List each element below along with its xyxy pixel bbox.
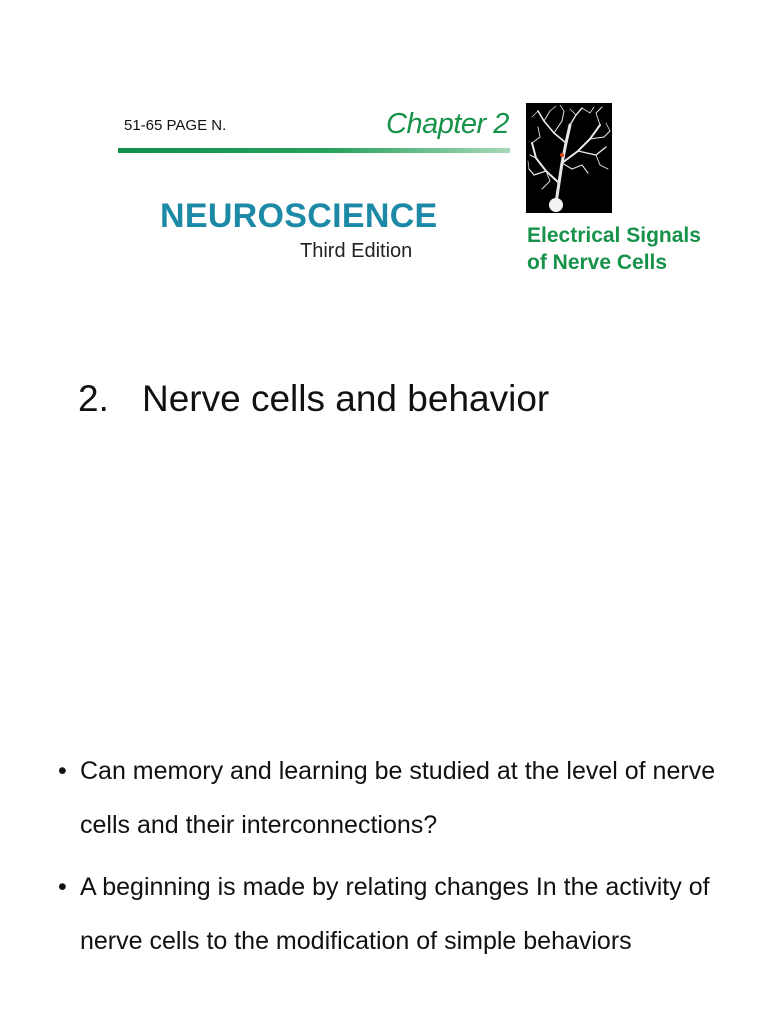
bullet-marker: • [58, 757, 67, 785]
chapter-subtitle-line-1: Electrical Signals [527, 224, 701, 247]
bullet-item [58, 860, 738, 968]
purkinje-neuron-illustration [526, 103, 612, 213]
page-ref: 51-65 PAGE N. [124, 117, 227, 134]
bullet-text: Can memory and learning be studied at the level of nerve cells and their interconnections? [80, 757, 716, 839]
book-title: NEUROSCIENCE [160, 197, 438, 235]
bullet-marker: • [58, 873, 67, 901]
slide-heading-text: Nerve cells and behavior [142, 378, 550, 419]
chapter-subtitle [527, 222, 701, 276]
bullet-item [58, 744, 738, 852]
bullet-list [58, 744, 738, 976]
neuron-figure [526, 103, 612, 213]
bullet-text: A beginning is made by relating changes In the activity of nerve cells to the modification of simple behaviors [80, 873, 710, 955]
slide-heading [78, 378, 549, 420]
chapter-label: Chapter 2 [386, 108, 509, 140]
header-rule [118, 148, 510, 153]
chapter-subtitle-line-2: of Nerve Cells [527, 251, 668, 274]
slide-heading-number: 2. [78, 378, 109, 419]
book-edition: Third Edition [300, 240, 413, 262]
